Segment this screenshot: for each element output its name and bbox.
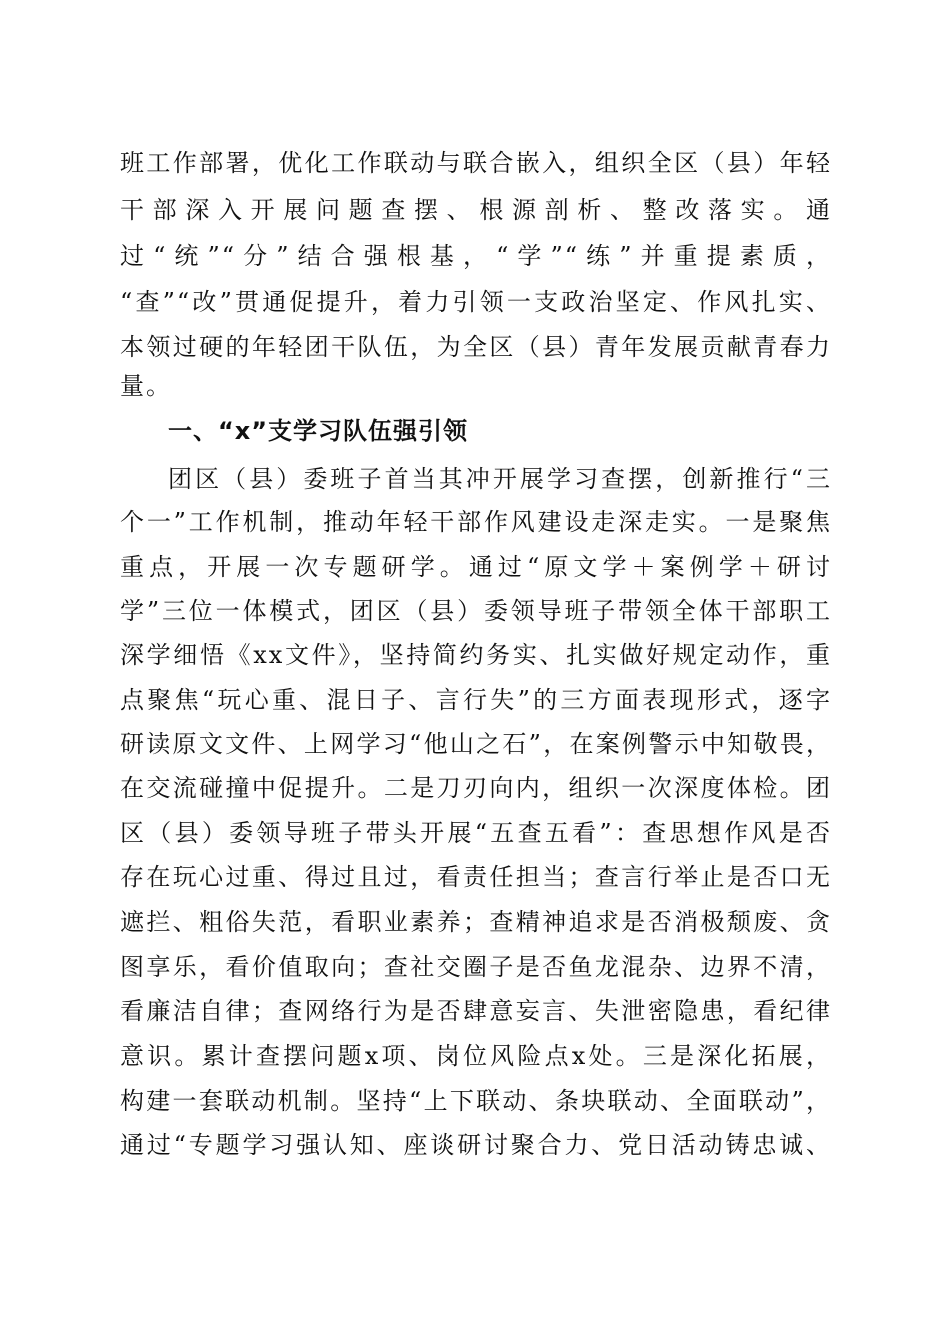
body-line-6: 点聚焦“玩心重、混日子、言行失”的三方面表现形式，逐字 (120, 686, 832, 714)
body-line-4: 学”三位一体模式，团区（县）委领导班子带领全体干部职工 (120, 597, 832, 625)
section-heading: 一、“x”支学习队伍强引领 (168, 417, 469, 445)
body-line-1: 团区（县）委班子首当其冲开展学习查摆，创新推行“三 (168, 465, 832, 493)
intro-line-6: 量。 (120, 372, 172, 400)
body-line-9: 区（县）委领导班子带头开展“五查五看”：查思想作风是否 (120, 819, 832, 847)
body-line-7: 研读原文文件、上网学习“他山之石”，在案例警示中知敬畏， (120, 730, 832, 758)
body-line-10: 存在玩心过重、得过且过，看责任担当；查言行举止是否口无 (120, 863, 832, 891)
body-line-8: 在交流碰撞中促提升。二是刀刃向内，组织一次深度体检。团 (120, 774, 832, 802)
intro-line-2: 干部深入开展问题查摆、根源剖析、整改落实。通 (120, 196, 832, 224)
body-line-2: 个一”工作机制，推动年轻干部作风建设走深走实。一是聚焦 (120, 508, 832, 536)
intro-line-4: “查”“改”贯通促提升，着力引领一支政治坚定、作风扎实、 (120, 288, 832, 316)
body-line-15: 构建一套联动机制。坚持“上下联动、条块联动、全面联动”， (120, 1087, 832, 1115)
intro-line-3: 过“统”“分”结合强根基，“学”“练”并重提素质， (120, 242, 832, 270)
body-line-3: 重点，开展一次专题研学。通过“原文学＋案例学＋研讨 (120, 553, 832, 581)
body-line-16: 通过“专题学习强认知、座谈研讨聚合力、党日活动铸忠诚、 (120, 1131, 832, 1159)
intro-line-5: 本领过硬的年轻团干队伍，为全区（县）青年发展贡献青春力 (120, 333, 832, 361)
body-line-14: 意识。累计查摆问题x项、岗位风险点x处。三是深化拓展， (120, 1042, 832, 1070)
body-line-12: 图享乐，看价值取向；查社交圈子是否鱼龙混杂、边界不清， (120, 953, 832, 981)
body-line-5: 深学细悟《xx文件》，坚持简约务实、扎实做好规定动作，重 (120, 641, 832, 669)
body-line-13: 看廉洁自律；查网络行为是否肆意妄言、失泄密隐患，看纪律 (120, 997, 832, 1025)
body-line-11: 遮拦、粗俗失范，看职业素养；查精神追求是否消极颓废、贪 (120, 908, 832, 936)
intro-line-1: 班工作部署，优化工作联动与联合嵌入，组织全区（县）年轻 (120, 149, 832, 177)
